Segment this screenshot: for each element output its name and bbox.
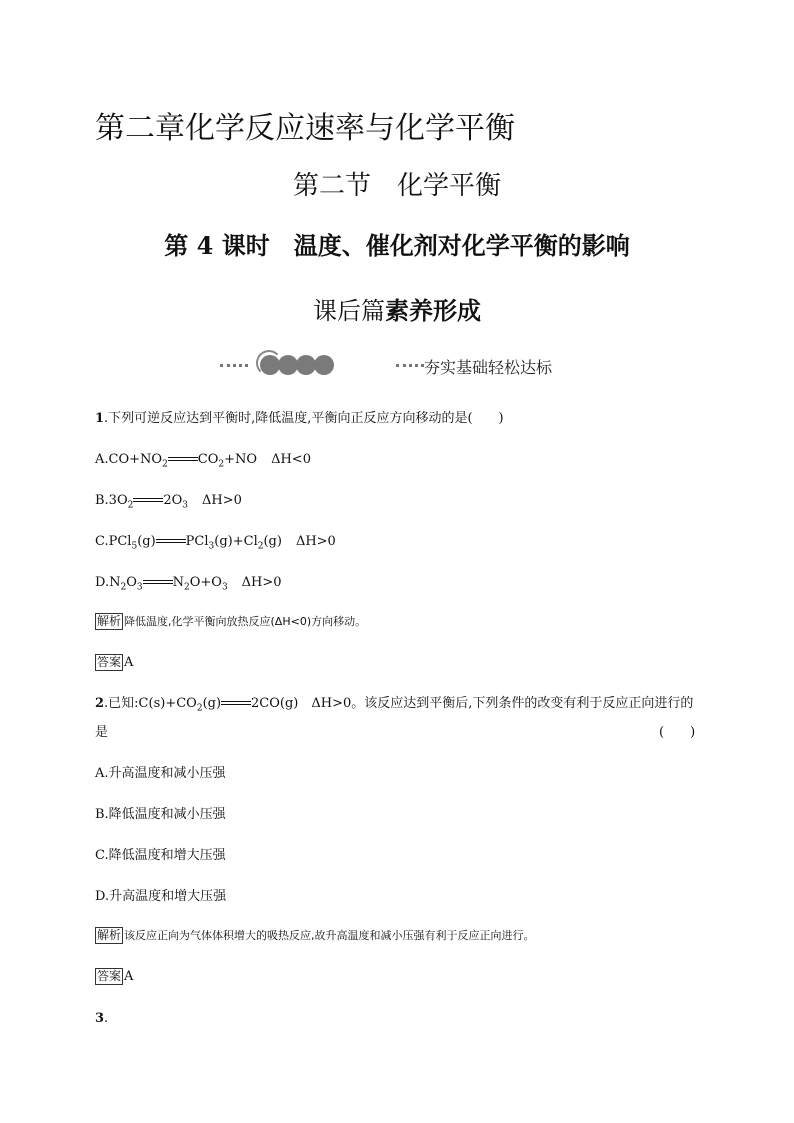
option-text: C.PCl [95, 534, 132, 549]
subscript: 2 [162, 459, 168, 470]
q1-analysis [95, 613, 366, 631]
equilibrium-arrow-icon [143, 578, 173, 588]
after-class-prefix: 课后篇 [313, 297, 385, 325]
circle-icon [260, 355, 280, 375]
q2-option-a: A.升高温度和减小压强 [95, 766, 226, 781]
question-text: . [104, 1011, 109, 1026]
after-class-title [0, 291, 794, 326]
equilibrium-arrow-icon [156, 537, 186, 547]
option-text: CO [197, 452, 219, 467]
question-1-stem [95, 410, 504, 428]
subscript: 2 [120, 582, 127, 593]
option-text: A.CO+NO [95, 452, 163, 467]
after-class-bold: 素养形成 [385, 297, 481, 325]
question-number: 2 [95, 696, 105, 711]
option-text: +NO [224, 452, 258, 467]
equilibrium-arrow-icon [221, 699, 251, 709]
subscript: 3 [136, 582, 143, 593]
question-3-stem [95, 1010, 108, 1028]
dotted-line-left [220, 364, 248, 367]
option-text: O+O [189, 575, 222, 590]
subscript: 3 [182, 500, 189, 511]
subscript: 3 [221, 582, 228, 593]
banner-label: 夯实基础轻松达标 [424, 358, 553, 377]
q1-answer [95, 654, 133, 672]
question-number: 1 [95, 411, 105, 426]
subscript: 5 [131, 541, 138, 552]
chapter-title: 第二章化学反应速率与化学平衡 [95, 111, 515, 146]
option-text: PCl [185, 534, 209, 549]
option-text: O [126, 575, 137, 590]
option-text: B.3O [95, 493, 128, 508]
section-banner [220, 350, 590, 380]
question-text: .已知:C(s)+CO [104, 696, 197, 711]
option-text: 2O [163, 493, 183, 508]
subscript: 2 [257, 541, 264, 552]
q1-option-a [95, 451, 311, 474]
q2-option-c: C.降低温度和增大压强 [95, 848, 226, 863]
enthalpy-text: ΔH<0 [271, 452, 311, 467]
section-title: 第二节 化学平衡 [292, 171, 501, 201]
question-2-stem [95, 695, 693, 718]
q1-option-b [95, 492, 242, 515]
answer-paren: ( ) [659, 725, 696, 740]
question-text: .下列可逆反应达到平衡时,降低温度,平衡向正反应方向移动的是( ) [104, 411, 504, 426]
option-text: (g) [137, 534, 156, 549]
question-2-stem-cont: 是 [95, 725, 109, 740]
q2-option-b: B.降低温度和减小压强 [95, 807, 226, 822]
lesson-title: 第 4 课时 温度、催化剂对化学平衡的影响 [164, 231, 630, 260]
circle-icon [314, 355, 334, 375]
q2-analysis [95, 927, 535, 945]
circle-icon [278, 355, 298, 375]
option-text: (g) [263, 534, 282, 549]
answer-tag: 答案 [97, 969, 122, 983]
q2-answer [95, 968, 133, 986]
subscript: 3 [208, 541, 215, 552]
analysis-tag: 解析 [97, 928, 122, 942]
enthalpy-text: ΔH>0 [241, 575, 282, 590]
answer-value: A [124, 969, 134, 984]
question-text: 2CO(g) ΔH>0。该反应达到平衡后,下列条件的改变有利于反应正向进行的 [251, 696, 694, 711]
q1-option-c [95, 533, 336, 556]
option-text: D.N [95, 575, 121, 590]
enthalpy-text: ΔH>0 [295, 534, 336, 549]
equilibrium-arrow-icon [133, 496, 163, 506]
q2-option-d: D.升高温度和增大压强 [95, 889, 227, 904]
analysis-tag: 解析 [97, 614, 122, 628]
subscript: 2 [218, 459, 225, 470]
question-number: 3 [95, 1011, 105, 1026]
subscript: 2 [196, 703, 203, 714]
option-text: (g)+Cl [214, 534, 258, 549]
q1-option-d [95, 574, 282, 597]
question-text: (g) [202, 696, 222, 711]
enthalpy-text: ΔH>0 [202, 493, 242, 508]
analysis-text: 该反应正向为气体体积增大的吸热反应,故升高温度和减小压强有利于反应正向进行。 [124, 929, 535, 942]
analysis-text: 降低温度,化学平衡向放热反应(ΔH<0)方向移动。 [124, 615, 367, 628]
subscript: 2 [183, 582, 190, 593]
option-text: N [172, 575, 184, 590]
subscript: 2 [127, 500, 134, 511]
answer-tag: 答案 [97, 655, 122, 669]
dotted-line-right [396, 364, 424, 367]
equilibrium-arrow-icon [168, 455, 198, 465]
answer-value: A [124, 655, 134, 670]
circle-icon [296, 355, 316, 375]
